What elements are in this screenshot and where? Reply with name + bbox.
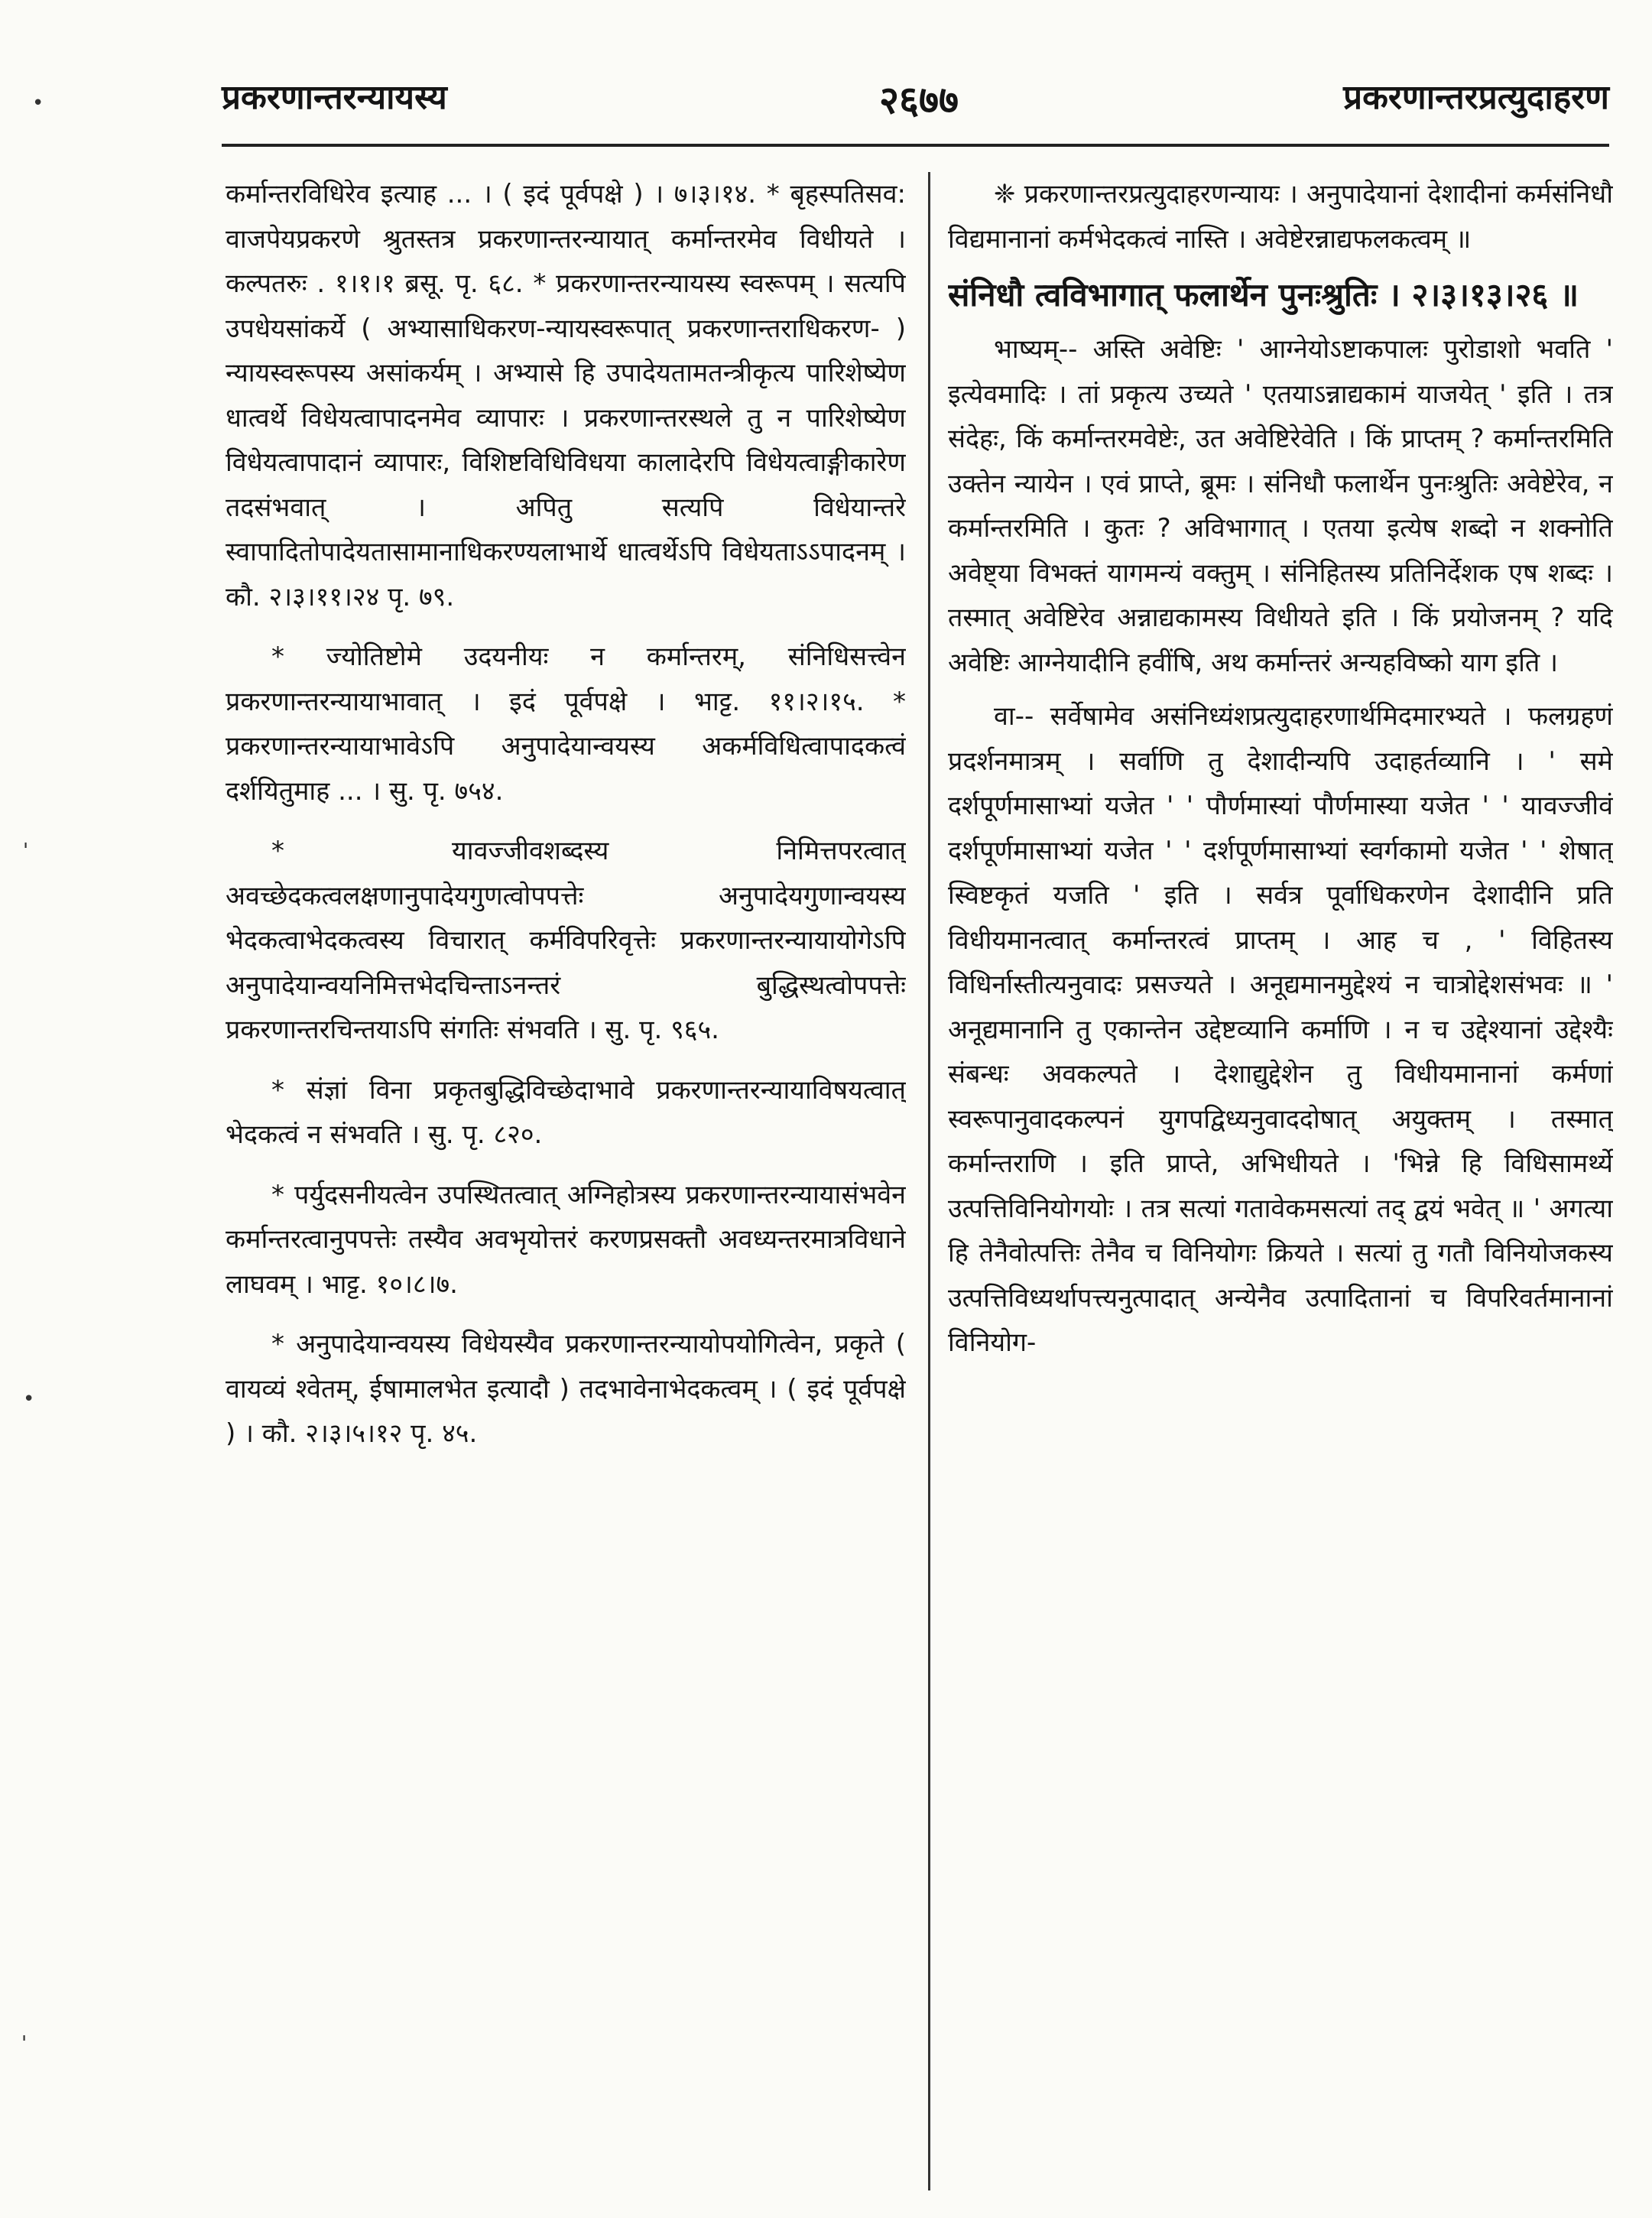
nyaya-heading-paragraph: ❈ प्रकरणान्तरप्रत्युदाहरणन्यायः । अनुपादेयानां देशादीनां कर्मसंनिधौ विद्यमानानां कर्मभेदकत्वं नास्ति । अवेष्टेरन्नाद्यफलकत्वम् ॥ <box>948 179 1613 255</box>
bhashya-paragraph: भाष्यम्-- अस्ति अवेष्टिः ' आग्नेयोऽष्टाकपालः पुरोडाशो भवति ' इत्येवमादिः । तां प्रकृत्य उच्यते ' एतयाऽन्नाद्यकामं याजयेत् ' इति । तत्र संदेहः, किं कर्मान्तरमवेष्टेः, उत अवेष्टिरेवेति । किं प्राप्तम् ? कर्मान्तरमिति उक्तेन न्यायेन । एवं प्राप्ते, ब्रूमः । संनिधौ फलार्थेन पुनःश्रुतिः अवेष्टेरेव, न कर्मान्तरमिति । कुतः ? अविभागात् । एतया इत्येष शब्दो न शक्नोति अवेष्ट्या विभक्तं यागमन्यं वक्तुम् । संनिहितस्य प्रतिनिर्देशक एष शब्दः । तस्मात् अवेष्टिरेव अन्नाद्यकामस्य विधीयते इति । किं प्रयोजनम् ? यदि अवेष्टिः आग्नेयादीनि हवींषि, अथ कर्मान्तरं अन्यहविष्को याग इति । <box>948 334 1613 678</box>
page-number: २६७७ <box>879 78 959 122</box>
page-header <box>222 73 1609 134</box>
column-divider <box>928 172 930 2190</box>
left-paragraph: * ज्योतिष्टोमे उदयनीयः न कर्मान्तरम्, संनिधिसत्त्वेन प्रकरणान्तरन्यायाभावात् । इदं पूर्वपक्षे । भाट्ट. ११।२।१५. * प्रकरणान्तरन्यायाभावेऽपि अनुपादेयान्वयस्य अकर्मविधित्वापादकत्वं दर्शयितुमाह ... । सु. पृ. ७५४. <box>226 641 906 807</box>
left-paragraph: * अनुपादेयान्वयस्य विधेयस्यैव प्रकरणान्तरन्यायोपयोगित्वेन, प्रकृते ( वायव्यं श्वेतम्, ईषामालभेत इत्यादौ ) तदभावेनाभेदकत्वम् । ( इदं पूर्वपक्षे ) । कौ. २।३।५।१२ पृ. ४५. <box>226 1329 906 1449</box>
left-paragraph: * यावज्जीवशब्दस्य निमित्तपरत्वात् अवच्छेदकत्वलक्षणानुपादेयगुणत्वोपपत्तेः अनुपादेयगुणान्वयस्य भेदकत्वाभेदकत्वस्य विचारात् कर्मविपरिवृत्तेः प्रकरणान्तरन्यायायोगेऽपि अनुपादेयान्वयनिमित्तभेदचिन्ताऽनन्तरं बुद्धिस्थत्वोपपत्तेः प्रकरणान्तरचिन्तयाऽपि संगतिः संभवति । सु. पृ. ९६५. <box>226 836 906 1045</box>
margin-mark: • <box>23 1388 35 1411</box>
running-head-right: प्रकरणान्तरप्रत्युदाहरण <box>1343 78 1609 117</box>
varttika-paragraph: वा-- सर्वेषामेव असंनिध्यंशप्रत्युदाहरणार्थमिदमारभ्यते । फलग्रहणं प्रदर्शनमात्रम् । सर्वाणि तु देशादीन्यपि उदाहर्तव्यानि । ' समे दर्शपूर्णमासाभ्यां यजेत ' ' पौर्णमास्यां पौर्णमास्या यजेत ' ' यावज्जीवं दर्शपूर्णमासाभ्यां यजेत ' ' दर्शपूर्णमासाभ्यां स्वर्गकामो यजेत ' ' शेषात् स्विष्टकृतं यजति ' इति । सर्वत्र पूर्वाधिकरणेन देशादीनि प्रति विधीयमानत्वात् कर्मान्तरत्वं प्राप्तम् । आह च , ' विहितस्य विधिर्नास्तीत्यनुवादः प्रसज्यते । अनूद्यमानमुद्देश्यं न चात्रोद्देशसंभवः ॥ ' अनूद्यमानानि तु एकान्तेन उद्देष्टव्यानि कर्माणि । न च उद्देश्यानां उद्देश्यैः संबन्धः अवकल्पते । देशाद्युद्देशेन तु विधीयमानानां कर्मणां स्वरूपानुवादकल्पनं युगपद्विध्यनुवाददोषात् अयुक्तम् । तस्मात् कर्मान्तराणि । इति प्राप्ते, अभिधीयते । 'भिन्ने हि विधिसामर्थ्ये उत्पत्तिविनियोगयोः । तत्र सत्यां गतावेकमसत्यां तद् द्वयं भवेत् ॥ ' अगत्या हि तेनैवोत्पत्तिः तेनैव च विनियोगः क्रियते । सत्यां तु गतौ विनियोजकस्य उत्पत्तिविध्यर्थापत्त्यनुत्पादात् अन्येनैव उत्पादितानां च विपरिवर्तमानानां विनियोग- <box>948 701 1613 1358</box>
right-column <box>948 172 1613 1375</box>
left-paragraph: * पर्युदसनीयत्वेन उपस्थितत्वात् अग्निहोत्रस्य प्रकरणान्तरन्यायासंभवेन कर्मान्तरत्वानुपपत्तेः तस्यैव अवभृयोत्तरं करणप्रसक्तौ अवध्यन्तरमात्रविधाने लाघवम् । भाट्ट. १०।८।७. <box>226 1179 906 1300</box>
left-column <box>226 172 906 1472</box>
header-rule <box>222 144 1609 147</box>
sutra-verse: संनिधौ त्वविभागात् फलार्थेन पुनःश्रुतिः । २।३।१३।२६ ॥ <box>948 276 1579 313</box>
margin-mark: ' <box>21 2032 28 2055</box>
left-paragraph: कर्मान्तरविधिरेव इत्याह ... । ( इदं पूर्वपक्षे ) । ७।३।१४. * बृहस्पतिसव: वाजपेयप्रकरणे श्रुतस्तत्र प्रकरणान्तरन्यायात् कर्मान्तरमेव विधीयते । कल्पतरुः . १।१।१ ब्रसू. पृ. ६८. * प्रकरणान्तरन्यायस्य स्वरूपम् । सत्यपि उपधेयसांकर्ये ( अभ्यासाधिकरण-न्यायस्वरूपात् प्रकरणान्तराधिकरण- ) न्यायस्वरूपस्य असांकर्यम् । अभ्यासे हि उपादेयतामतन्त्रीकृत्य पारिशेष्येण धात्वर्थे विधेयत्वापादनमेव व्यापारः । प्रकरणान्तरस्थले तु न पारिशेष्येण विधेयत्वापादानं व्यापारः, विशिष्टविधिविधया कालादेरपि विधेयत्वाङ्गीकारेण तदसंभवात् । अपितु सत्यपि विधेयान्तरे स्वापादितोपादेयतासामानाधिकरण्यलाभार्थे धात्वर्थेऽपि विधेयताऽऽपादनम् । कौ. २।३।११।२४ पृ. ७९. <box>226 179 906 612</box>
margin-mark: ' <box>23 839 29 862</box>
left-paragraph: * संज्ञां विना प्रकृतबुद्धिविच्छेदाभावे प्रकरणान्तरन्यायाविषयत्वात् भेदकत्वं न संभवति । सु. पृ. ८२०. <box>226 1074 906 1150</box>
running-head-left: प्रकरणान्तरन्यायस्य <box>222 78 447 117</box>
margin-mark: • <box>32 92 44 115</box>
